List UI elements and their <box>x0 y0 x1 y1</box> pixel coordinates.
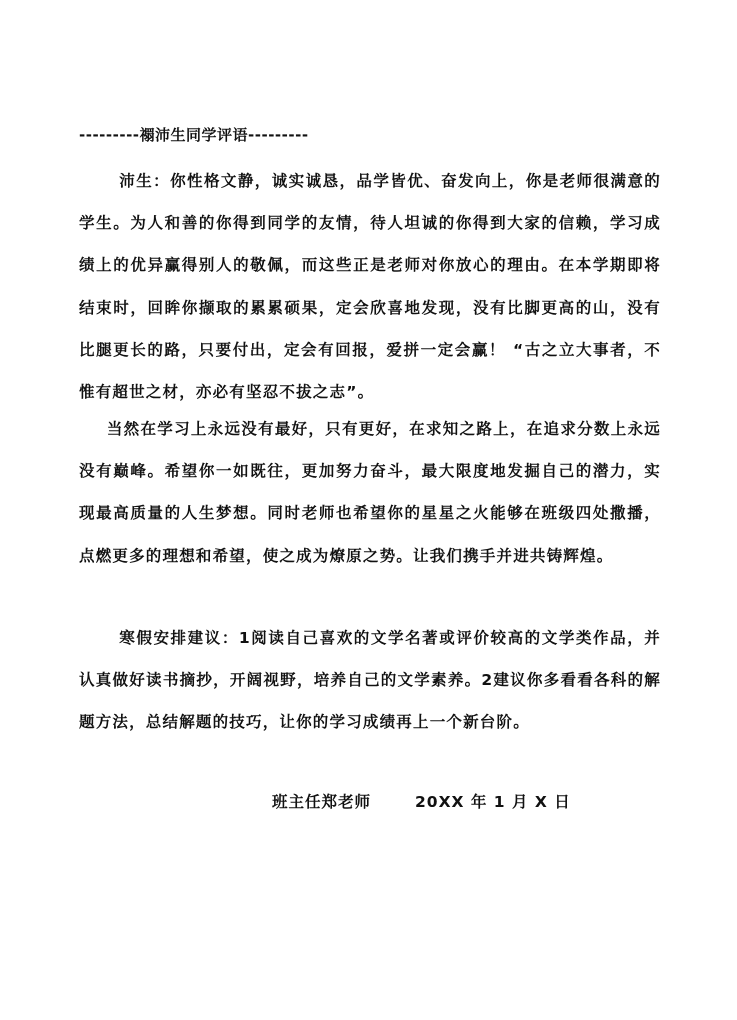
signature-teacher: 班主任郑老师 <box>272 793 372 811</box>
signature-date: 20XX 年 1 月 X 日 <box>415 793 571 811</box>
paragraph-encouragement: 当然在学习上永远没有最好，只有更好，在求知之路上，在追求分数上永远没有巅峰。希望你一如既往，更加努力奋斗，最大限度地发掘自己的潜力，实现最高质量的人生梦想。同时老师也希望你的星星之火能够在班级四处撒播，点燃更多的理想和希望，使之成为燎原之势。让我们携手并进共铸辉煌。 <box>79 420 661 565</box>
paragraph-winter-suggestions: 寒假安排建议：1阅读自己喜欢的文学名著或评价较高的文学类作品，并认真做好读书摘抄，开阔视野，培养自己的文学素养。2建议你多看看各科的解题方法，总结解题的技巧，让你的学习成绩再上一个新台阶。 <box>79 629 661 732</box>
signature-line <box>272 790 571 812</box>
paragraph-evaluation: 沛生：你性格文静，诚实诚恳，品学皆优、奋发向上，你是老师很满意的学生。为人和善的你得到同学的友情，待人坦诚的你得到大家的信赖，学习成绩上的优异赢得别人的敬佩，而这些正是老师对你放心的理由。在本学期即将结束时，回眸你撷取的累累硕果，定会欣喜地发现，没有比脚更高的山，没有比腿更长的路，只要付出，定会有回报，爱拼一定会赢！ “古之立大事者，不惟有超世之材，亦必有坚忍不拔之志”。 <box>79 172 661 402</box>
document-title: ---------禤沛生同学评语--------- <box>79 126 309 144</box>
